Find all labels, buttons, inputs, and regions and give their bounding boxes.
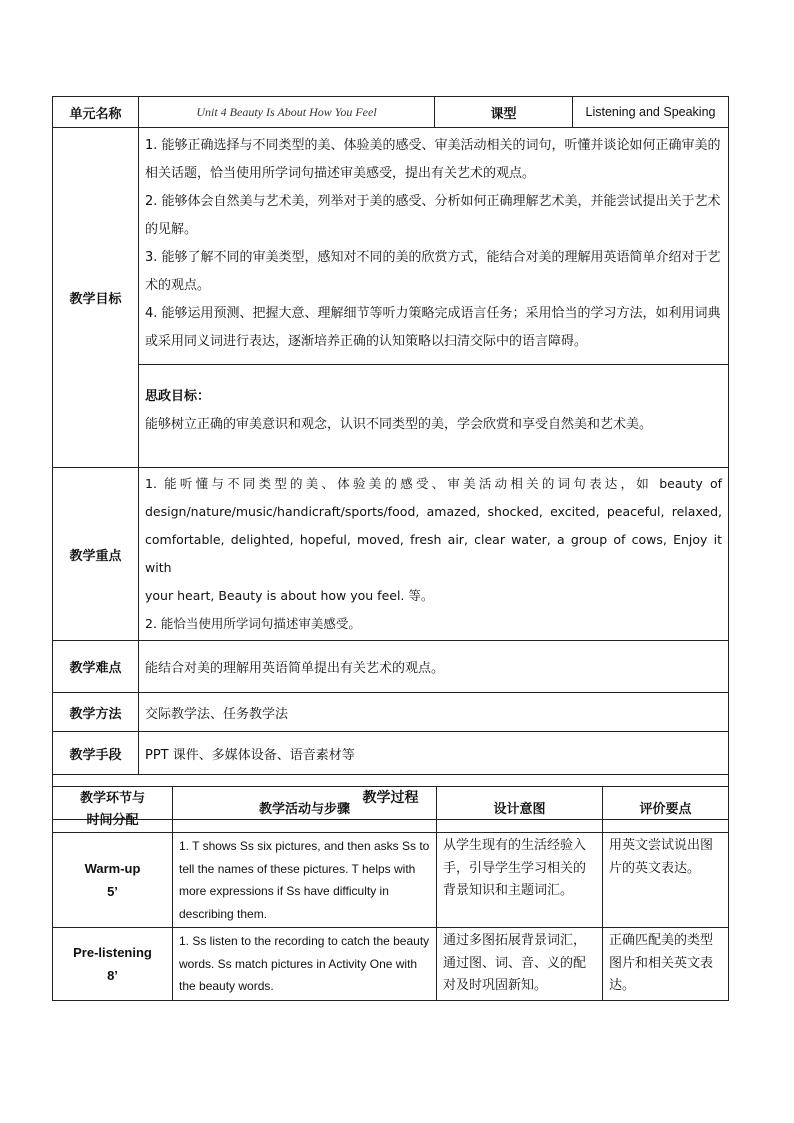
- method-label: 教学方法: [53, 693, 139, 732]
- sizheng-title: 思政目标：: [145, 389, 211, 404]
- key-points-label: 教学重点: [53, 468, 139, 641]
- objectives-label: 教学目标: [53, 128, 139, 468]
- table-row: [53, 928, 729, 1001]
- stage-name: Pre-listening: [73, 944, 152, 960]
- difficulty-label: 教学难点: [53, 641, 139, 693]
- lesson-info-table: [52, 96, 729, 820]
- col-design-intent: 设计意图: [437, 787, 603, 833]
- sizheng-text: 能够树立正确的审美意识和观念，认识不同类型的美，学会欣赏和享受自然美和艺术美。: [145, 417, 653, 432]
- col-evaluation: 评价要点: [603, 787, 729, 833]
- activity-text: 1. Ss listen to the recording to catch the beauty words. Ss match pictures in Activity One with the beauty words.: [173, 928, 437, 1001]
- lesson-type-label: 课型: [435, 97, 573, 128]
- col-stage-time-line2: 时间分配: [86, 812, 139, 828]
- sizheng-cell: [139, 365, 729, 468]
- table-row: [53, 833, 729, 928]
- evaluation-text: 正确匹配美的类型图片和相关英文表达。: [603, 928, 729, 1001]
- intent-text: 从学生现有的生活经验入手，引导学生学习相关的背景知识和主题词汇。: [437, 833, 603, 928]
- objective-item-1: 1. 能够正确选择与不同类型的美、体验美的感受、审美活动相关的词句，听懂并谈论如何正确审美的相关话题，恰当使用所学词句描述审美感受，提出有关艺术的观点。: [145, 138, 721, 181]
- means-label: 教学手段: [53, 732, 139, 775]
- objective-item-2: 2. 能够体会自然美与艺术美，列举对于美的感受、分析如何正确理解艺术美，并能尝试提出关于艺术的见解。: [145, 194, 721, 237]
- objective-item-4: 4. 能够运用预测、把握大意、理解细节等听力策略完成语言任务；采用恰当的学习方法，如利用词典或采用同义词进行表达，逐渐培养正确的认知策略以扫清交际中的语言障碍。: [145, 306, 721, 349]
- activity-text: 1. T shows Ss six pictures, and then asks Ss to tell the names of these pictures. T helps with more expressions if Ss have difficulty in describing them.: [173, 833, 437, 928]
- key-point-line-3: comfortable, delighted, hopeful, moved, fresh air, clear water, a group of cows, Enjoy it with: [145, 532, 722, 575]
- objectives-list: [139, 128, 729, 365]
- stage-cell: [53, 928, 173, 1001]
- key-point-line-4: your heart, Beauty is about how you feel. 等。: [145, 588, 434, 603]
- objective-item-3: 3. 能够了解不同的审美类型，感知对不同的美的欣赏方式，能结合对美的理解用英语简单介绍对于艺术的观点。: [145, 250, 721, 293]
- stage-time: 5’: [107, 884, 118, 899]
- stage-name: Warm-up: [84, 861, 141, 876]
- key-point-line-1: 1. 能听懂与不同类型的美、体验美的感受、审美活动相关的词句表达，如 beauty of: [145, 476, 722, 491]
- stage-time: 8’: [107, 967, 118, 983]
- process-title: 教学过程: [53, 775, 729, 820]
- col-activities: 教学活动与步骤: [173, 787, 437, 833]
- key-point-line-2: design/nature/music/handicraft/sports/food, amazed, shocked, excited, peaceful, relaxed,: [145, 504, 722, 519]
- key-points-content: [139, 468, 729, 641]
- evaluation-text: 用英文尝试说出图片的英文表达。: [603, 833, 729, 928]
- intent-text: 通过多图拓展背景词汇，通过图、词、音、义的配对及时巩固新知。: [437, 928, 603, 1001]
- key-point-item-2: 2. 能恰当使用所学词句描述审美感受。: [145, 616, 361, 631]
- unit-name-label: 单元名称: [53, 97, 139, 128]
- teaching-process-table: [52, 786, 729, 1001]
- difficulty-text: 能结合对美的理解用英语简单提出有关艺术的观点。: [139, 641, 729, 693]
- col-stage-time-line1: 教学环节与: [79, 790, 145, 806]
- unit-name-value: Unit 4 Beauty Is About How You Feel: [139, 97, 435, 128]
- lesson-type-value: Listening and Speaking: [573, 97, 729, 128]
- col-stage-time: [53, 787, 173, 833]
- means-text: PPT 课件、多媒体设备、语音素材等: [139, 732, 729, 775]
- stage-cell: [53, 833, 173, 928]
- method-text: 交际教学法、任务教学法: [139, 693, 729, 732]
